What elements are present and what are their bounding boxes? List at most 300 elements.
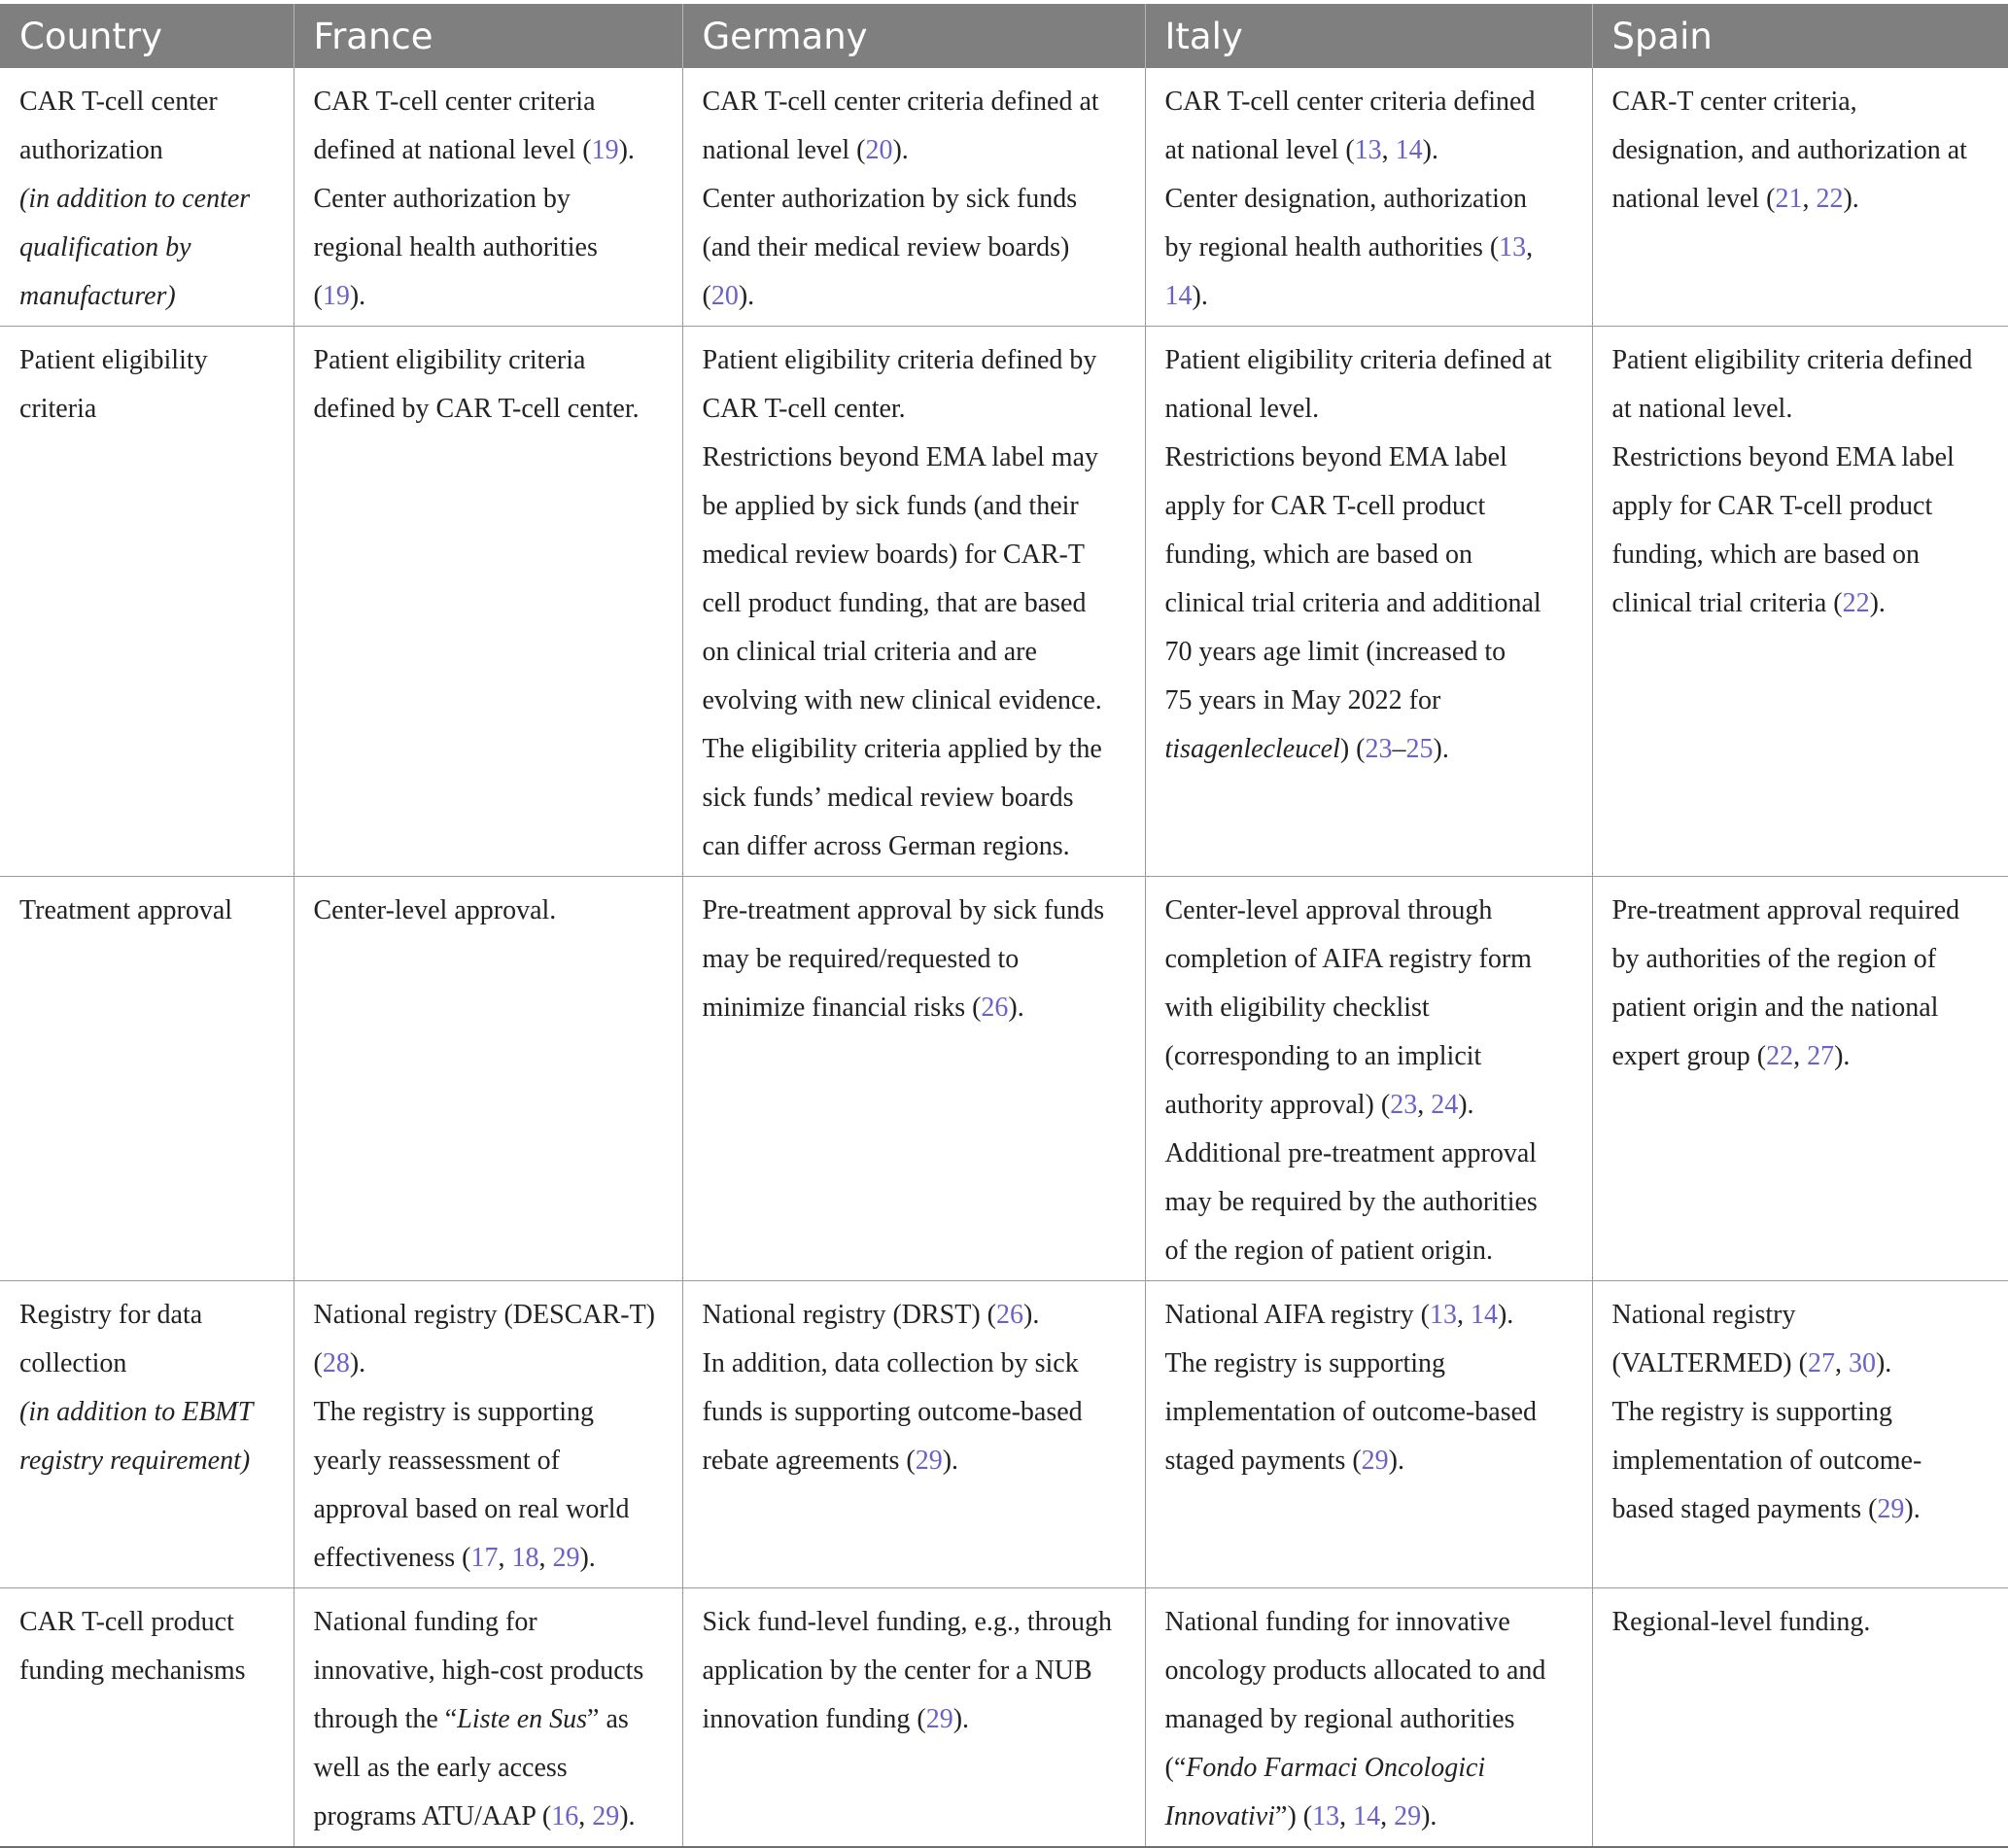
- reference-link[interactable]: 13: [1429, 1300, 1457, 1330]
- cell-line: [314, 272, 664, 321]
- reference-link[interactable]: 22: [1766, 1041, 1794, 1071]
- cell-text: Center authorization by: [313, 184, 571, 214]
- reference-link[interactable]: 29: [915, 1446, 943, 1476]
- cell-text: National AIFA registry (: [1164, 1300, 1430, 1330]
- cell-line: [314, 336, 664, 385]
- cell-text: registry requirement): [19, 1446, 251, 1476]
- cell-germany: [682, 68, 1145, 327]
- cell-text: funds is supporting outcome-based: [702, 1397, 1083, 1427]
- cell-text: on clinical trial criteria and are: [702, 637, 1037, 667]
- cell-text: authority approval) (: [1164, 1090, 1391, 1120]
- reference-link[interactable]: 30: [1848, 1348, 1876, 1378]
- reference-link[interactable]: 19: [591, 135, 619, 165]
- cell-text: National funding for innovative: [1164, 1607, 1510, 1637]
- cell-line: [314, 1647, 664, 1695]
- cell-line: [1165, 336, 1574, 385]
- cell-text: Pre-treatment approval required: [1611, 895, 1960, 925]
- cell-text: yearly reassessment of: [313, 1446, 560, 1476]
- reference-link[interactable]: 26: [981, 993, 1009, 1023]
- cell-france: [294, 327, 682, 877]
- cell-text: ).: [942, 1446, 959, 1476]
- cell-text: application by the center for a NUB: [702, 1656, 1092, 1686]
- cell-text: ,: [498, 1543, 512, 1573]
- cell-line: [1612, 984, 1991, 1032]
- cell-text: ).: [1834, 1041, 1851, 1071]
- cell-spain: [1592, 1588, 2008, 1848]
- cell-text: Registry for data: [19, 1300, 203, 1330]
- cell-line: [314, 1598, 664, 1647]
- cell-text: ,: [1526, 232, 1534, 262]
- cell-text: Restrictions beyond EMA label may: [702, 442, 1098, 472]
- cell-text: implementation of outcome-based: [1164, 1397, 1538, 1427]
- cell-line: [1165, 725, 1574, 774]
- cell-line: [1165, 385, 1574, 434]
- cell-line: [19, 1388, 275, 1437]
- cell-text: –: [1392, 734, 1406, 764]
- cell-text: (: [702, 281, 711, 311]
- car-t-policy-table: [0, 4, 2008, 1848]
- cell-line: [314, 1291, 664, 1340]
- reference-link[interactable]: 29: [1394, 1801, 1422, 1831]
- cell-text: sick funds’ medical review boards: [702, 783, 1074, 813]
- cell-text: ).: [1008, 993, 1024, 1023]
- reference-link[interactable]: 29: [925, 1704, 953, 1734]
- cell-text: ).: [1875, 1348, 1892, 1378]
- cell-line: [1165, 1340, 1574, 1388]
- cell-text: CAR T-cell center criteria: [313, 87, 596, 117]
- cell-text: Regional-level funding.: [1611, 1607, 1871, 1637]
- cell-text: funding, which are based on: [1164, 540, 1472, 570]
- cell-text: authorization: [19, 135, 163, 165]
- cell-line: [703, 1388, 1126, 1437]
- cell-line: [1165, 887, 1574, 935]
- cell-text: at national level.: [1611, 394, 1793, 424]
- cell-text: CAR T-cell center: [19, 87, 218, 117]
- cell-text: expert group (: [1611, 1041, 1767, 1071]
- reference-link[interactable]: 24: [1431, 1090, 1459, 1120]
- cell-line: [1165, 1291, 1574, 1340]
- cell-line: [314, 1388, 664, 1437]
- cell-line: [1612, 1340, 1991, 1388]
- cell-line: [703, 887, 1126, 935]
- cell-line: [1165, 1598, 1574, 1647]
- cell-text: Patient eligibility criteria defined by: [702, 345, 1097, 375]
- cell-line: [1612, 434, 1991, 482]
- reference-link[interactable]: 22: [1842, 588, 1870, 618]
- cell-line: [703, 579, 1126, 628]
- cell-text: ”) (: [1275, 1801, 1313, 1831]
- cell-line: [703, 984, 1126, 1032]
- cell-text: by regional health authorities (: [1164, 232, 1500, 262]
- cell-line: [1612, 1598, 1991, 1647]
- cell-line: [19, 175, 275, 224]
- reference-link[interactable]: 28: [322, 1348, 350, 1378]
- cell-line: [703, 677, 1126, 725]
- reference-link[interactable]: 23: [1365, 734, 1393, 764]
- cell-text: designation, and authorization at: [1611, 135, 1967, 165]
- cell-text: National funding for: [313, 1607, 537, 1637]
- cell-text: by authorities of the region of: [1611, 944, 1937, 974]
- cell-text: ).: [349, 281, 366, 311]
- cell-text: oncology products allocated to and: [1164, 1656, 1546, 1686]
- cell-line: [314, 78, 664, 126]
- cell-text: ,: [1339, 1801, 1354, 1831]
- cell-text: apply for CAR T-cell product: [1164, 491, 1486, 521]
- cell-italy: [1145, 1588, 1592, 1848]
- cell-text: with eligibility checklist: [1164, 993, 1430, 1023]
- cell-text: can differ across German regions.: [702, 831, 1070, 861]
- cell-text: defined at national level (: [313, 135, 592, 165]
- cell-text: Treatment approval: [19, 895, 233, 925]
- cell-text: ).: [952, 1704, 970, 1734]
- cell-line: [314, 1340, 664, 1388]
- cell-line: [1165, 1647, 1574, 1695]
- cell-line: [703, 336, 1126, 385]
- cell-line: [1165, 531, 1574, 579]
- cell-text: CAR T-cell product: [19, 1607, 234, 1637]
- cell-text: (: [313, 1348, 323, 1378]
- cell-text: based staged payments (: [1611, 1494, 1878, 1524]
- row-patient-eligibility: [0, 327, 2008, 877]
- cell-line: [314, 1485, 664, 1534]
- cell-line: [19, 272, 275, 321]
- cell-text: (: [313, 281, 323, 311]
- reference-link[interactable]: 16: [551, 1801, 579, 1831]
- cell-text: ,: [1834, 1348, 1849, 1378]
- cell-text: CAR T-cell center criteria defined: [1164, 87, 1536, 117]
- cell-line: [703, 482, 1126, 531]
- cell-text: ” as: [587, 1704, 629, 1734]
- reference-link[interactable]: 29: [552, 1543, 580, 1573]
- cell-france: [294, 1588, 682, 1848]
- cell-italy: [1145, 877, 1592, 1281]
- cell-line: [1165, 579, 1574, 628]
- cell-text: ,: [1802, 184, 1817, 214]
- cell-text: ,: [1793, 1041, 1808, 1071]
- reference-link[interactable]: 26: [996, 1300, 1023, 1330]
- cell-text: may be required by the authorities: [1164, 1187, 1538, 1217]
- cell-italy: [1145, 327, 1592, 877]
- cell-france: [294, 68, 682, 327]
- cell-line: [19, 1598, 275, 1647]
- cell-line: [1612, 78, 1991, 126]
- cell-text: national level (: [1611, 184, 1776, 214]
- cell-germany: [682, 877, 1145, 1281]
- cell-line: [703, 272, 1126, 321]
- cell-text: (in addition to center: [19, 184, 251, 214]
- cell-line: [314, 385, 664, 434]
- cell-text: Center-level approval.: [313, 895, 557, 925]
- cell-text: ,: [578, 1801, 593, 1831]
- header-row: [0, 4, 2008, 68]
- cell-line: [1612, 1291, 1991, 1340]
- cell-line: [314, 1695, 664, 1744]
- cell-line: [1165, 1793, 1574, 1841]
- cell-text: ).: [738, 281, 755, 311]
- cell-text: Patient eligibility criteria defined at: [1164, 345, 1552, 375]
- table-header: [0, 4, 2008, 68]
- cell-france: [294, 1281, 682, 1588]
- reference-link[interactable]: 22: [1816, 184, 1844, 214]
- cell-line: [703, 1598, 1126, 1647]
- cell-line: [1165, 1227, 1574, 1275]
- cell-text: ).: [1904, 1494, 1921, 1524]
- cell-line: [19, 224, 275, 272]
- reference-link[interactable]: 29: [1877, 1494, 1905, 1524]
- cell-spain: [1592, 68, 2008, 327]
- cell-line: [1165, 1437, 1574, 1485]
- cell-line: [19, 126, 275, 175]
- cell-text: ).: [1869, 588, 1886, 618]
- cell-line: [703, 822, 1126, 871]
- cell-text: apply for CAR T-cell product: [1611, 491, 1933, 521]
- cell-text: Center-level approval through: [1164, 895, 1493, 925]
- cell-text: National registry (DRST) (: [702, 1300, 996, 1330]
- cell-line: [703, 175, 1126, 224]
- cell-text: ,: [1456, 1300, 1471, 1330]
- cell-line: [1612, 385, 1991, 434]
- cell-line: [314, 175, 664, 224]
- cell-line: [314, 1437, 664, 1485]
- reference-link[interactable]: 14: [1470, 1300, 1498, 1330]
- cell-text: ,: [538, 1543, 553, 1573]
- cell-text: tisagenlecleucel: [1164, 734, 1340, 764]
- cell-text: (VALTERMED) (: [1611, 1348, 1808, 1378]
- cell-text: Pre-treatment approval by sick funds: [702, 895, 1105, 925]
- cell-text: completion of AIFA registry form: [1164, 944, 1532, 974]
- cell-line: [1165, 1081, 1574, 1130]
- reference-link[interactable]: 29: [1361, 1446, 1389, 1476]
- cell-text: 70 years age limit (increased to: [1164, 637, 1506, 667]
- cell-text: The registry is supporting: [313, 1397, 595, 1427]
- cell-line: [703, 725, 1126, 774]
- cell-line: [19, 1291, 275, 1340]
- cell-line: [1612, 1485, 1991, 1534]
- cell-line: [1165, 272, 1574, 321]
- cell-text: Patient eligibility criteria defined: [1611, 345, 1973, 375]
- cell-text: Additional pre-treatment approval: [1164, 1138, 1538, 1168]
- cell-text: patient origin and the national: [1611, 993, 1939, 1023]
- cell-germany: [682, 1588, 1145, 1848]
- reference-link[interactable]: 27: [1807, 1348, 1835, 1378]
- cell-line: [1612, 126, 1991, 175]
- cell-text: funding, which are based on: [1611, 540, 1920, 570]
- cell-line: [19, 336, 275, 385]
- cell-line: [703, 1647, 1126, 1695]
- cell-text: Restrictions beyond EMA label: [1164, 442, 1507, 472]
- cell-text: Fondo Farmaci Oncologici: [1186, 1753, 1486, 1783]
- cell-line: [703, 1291, 1126, 1340]
- cell-italy: [1145, 1281, 1592, 1588]
- reference-link[interactable]: 27: [1807, 1041, 1835, 1071]
- cell-text: ).: [1422, 135, 1438, 165]
- cell-line: [314, 1744, 664, 1793]
- cell-text: of the region of patient origin.: [1164, 1236, 1493, 1266]
- cell-text: funding mechanisms: [19, 1656, 246, 1686]
- cell-line: [314, 224, 664, 272]
- cell-text: clinical trial criteria (: [1611, 588, 1843, 618]
- cell-text: ).: [349, 1348, 366, 1378]
- cell-line: [703, 1437, 1126, 1485]
- cell-text: The registry is supporting: [1611, 1397, 1893, 1427]
- cell-line: [703, 78, 1126, 126]
- cell-text: evolving with new clinical evidence.: [702, 685, 1102, 715]
- cell-text: ).: [1433, 734, 1449, 764]
- cell-text: CAR T-cell center.: [702, 394, 906, 424]
- row-center-authorization: [0, 68, 2008, 327]
- cell-line: [1165, 677, 1574, 725]
- cell-line: [1612, 887, 1991, 935]
- cell-label: [0, 1588, 294, 1848]
- cell-line: [1612, 935, 1991, 984]
- cell-text: regional health authorities: [313, 232, 598, 262]
- header-germany: Germany: [682, 4, 1145, 68]
- cell-text: Innovativi: [1164, 1801, 1276, 1831]
- cell-line: [19, 887, 275, 935]
- row-funding-mechanisms: [0, 1588, 2008, 1848]
- reference-link[interactable]: 14: [1353, 1801, 1381, 1831]
- cell-line: [703, 935, 1126, 984]
- reference-link[interactable]: 19: [322, 281, 350, 311]
- cell-text: minimize financial risks (: [702, 993, 982, 1023]
- reference-link[interactable]: 23: [1390, 1090, 1418, 1120]
- cell-text: ,: [1381, 135, 1396, 165]
- cell-text: ).: [892, 135, 909, 165]
- cell-line: [1612, 531, 1991, 579]
- cell-line: [1165, 1032, 1574, 1081]
- cell-text: defined by CAR T-cell center.: [313, 394, 640, 424]
- reference-link[interactable]: 29: [592, 1801, 620, 1831]
- cell-line: [19, 1437, 275, 1485]
- cell-label: [0, 1281, 294, 1588]
- cell-text: ).: [1458, 1090, 1474, 1120]
- reference-link[interactable]: 13: [1354, 135, 1382, 165]
- cell-line: [1165, 126, 1574, 175]
- cell-text: effectiveness (: [313, 1543, 471, 1573]
- cell-text: ).: [1421, 1801, 1437, 1831]
- cell-line: [703, 224, 1126, 272]
- cell-line: [314, 1793, 664, 1841]
- cell-text: innovation funding (: [702, 1704, 926, 1734]
- reference-link[interactable]: 20: [710, 281, 739, 311]
- header-france: France: [294, 4, 682, 68]
- cell-text: (in addition to EBMT: [19, 1397, 254, 1427]
- cell-text: ).: [579, 1543, 596, 1573]
- cell-text: may be required/requested to: [702, 944, 1020, 974]
- reference-link[interactable]: 13: [1499, 232, 1527, 262]
- reference-link[interactable]: 18: [511, 1543, 539, 1573]
- reference-link[interactable]: 17: [470, 1543, 499, 1573]
- cell-germany: [682, 327, 1145, 877]
- header-country: Country: [0, 4, 294, 68]
- cell-text: at national level (: [1164, 135, 1355, 165]
- cell-text: Restrictions beyond EMA label: [1611, 442, 1955, 472]
- cell-text: Center authorization by sick funds: [702, 184, 1078, 214]
- cell-line: [1165, 1178, 1574, 1227]
- cell-text: Patient eligibility criteria: [313, 345, 586, 375]
- cell-text: (corresponding to an implicit: [1164, 1041, 1482, 1071]
- cell-line: [703, 531, 1126, 579]
- cell-text: CAR T-cell center criteria defined at: [702, 87, 1099, 117]
- cell-line: [1612, 1032, 1991, 1081]
- cell-text: staged payments (: [1164, 1446, 1362, 1476]
- cell-text: ,: [1417, 1090, 1432, 1120]
- cell-text: In addition, data collection by sick: [702, 1348, 1079, 1378]
- header-italy: Italy: [1145, 4, 1592, 68]
- cell-text: cell product funding, that are based: [702, 588, 1087, 618]
- cell-text: 75 years in May 2022 for: [1164, 685, 1441, 715]
- cell-text: collection: [19, 1348, 127, 1378]
- cell-line: [314, 887, 664, 935]
- cell-line: [1165, 984, 1574, 1032]
- cell-text: Center designation, authorization: [1164, 184, 1527, 214]
- cell-text: national level (: [702, 135, 866, 165]
- cell-text: ) (: [1339, 734, 1366, 764]
- cell-spain: [1592, 877, 2008, 1281]
- cell-line: [1612, 175, 1991, 224]
- cell-text: ).: [1388, 1446, 1404, 1476]
- cell-text: (and their medical review boards): [702, 232, 1070, 262]
- cell-text: criteria: [19, 394, 97, 424]
- cell-text: qualification by: [19, 232, 191, 262]
- cell-line: [1165, 1130, 1574, 1178]
- cell-text: ).: [619, 1801, 636, 1831]
- cell-label: [0, 327, 294, 877]
- cell-line: [703, 434, 1126, 482]
- cell-line: [703, 628, 1126, 677]
- reference-link[interactable]: 13: [1312, 1801, 1340, 1831]
- cell-line: [703, 126, 1126, 175]
- cell-text: ,: [1380, 1801, 1395, 1831]
- cell-text: medical review boards) for CAR-T: [702, 540, 1085, 570]
- cell-germany: [682, 1281, 1145, 1588]
- reference-link[interactable]: 21: [1775, 184, 1803, 214]
- cell-italy: [1145, 68, 1592, 327]
- cell-line: [1165, 1388, 1574, 1437]
- cell-text: The eligibility criteria applied by the: [702, 734, 1102, 764]
- cell-line: [1612, 579, 1991, 628]
- cell-text: programs ATU/AAP (: [313, 1801, 552, 1831]
- cell-text: Liste en Sus: [457, 1704, 588, 1734]
- cell-text: Sick fund-level funding, e.g., through: [702, 1607, 1112, 1637]
- reference-link[interactable]: 20: [865, 135, 893, 165]
- cell-line: [19, 1340, 275, 1388]
- cell-text: national level.: [1164, 394, 1320, 424]
- cell-text: approval based on real world: [313, 1494, 630, 1524]
- cell-text: ).: [1192, 281, 1208, 311]
- cell-france: [294, 877, 682, 1281]
- cell-line: [1612, 482, 1991, 531]
- cell-line: [1612, 1388, 1991, 1437]
- cell-line: [1165, 1695, 1574, 1744]
- cell-line: [1165, 482, 1574, 531]
- cell-spain: [1592, 327, 2008, 877]
- cell-line: [1165, 935, 1574, 984]
- cell-line: [703, 385, 1126, 434]
- cell-line: [314, 1534, 664, 1583]
- reference-link[interactable]: 25: [1405, 734, 1434, 764]
- reference-link[interactable]: 14: [1164, 281, 1193, 311]
- cell-text: be applied by sick funds (and their: [702, 491, 1079, 521]
- cell-line: [1165, 175, 1574, 224]
- header-spain: Spain: [1592, 4, 2008, 68]
- cell-text: well as the early access: [313, 1753, 568, 1783]
- reference-link[interactable]: 14: [1395, 135, 1423, 165]
- cell-text: (“: [1164, 1753, 1187, 1783]
- table-body: [0, 68, 2008, 1847]
- cell-text: ).: [618, 135, 635, 165]
- cell-text: innovative, high-cost products: [313, 1656, 644, 1686]
